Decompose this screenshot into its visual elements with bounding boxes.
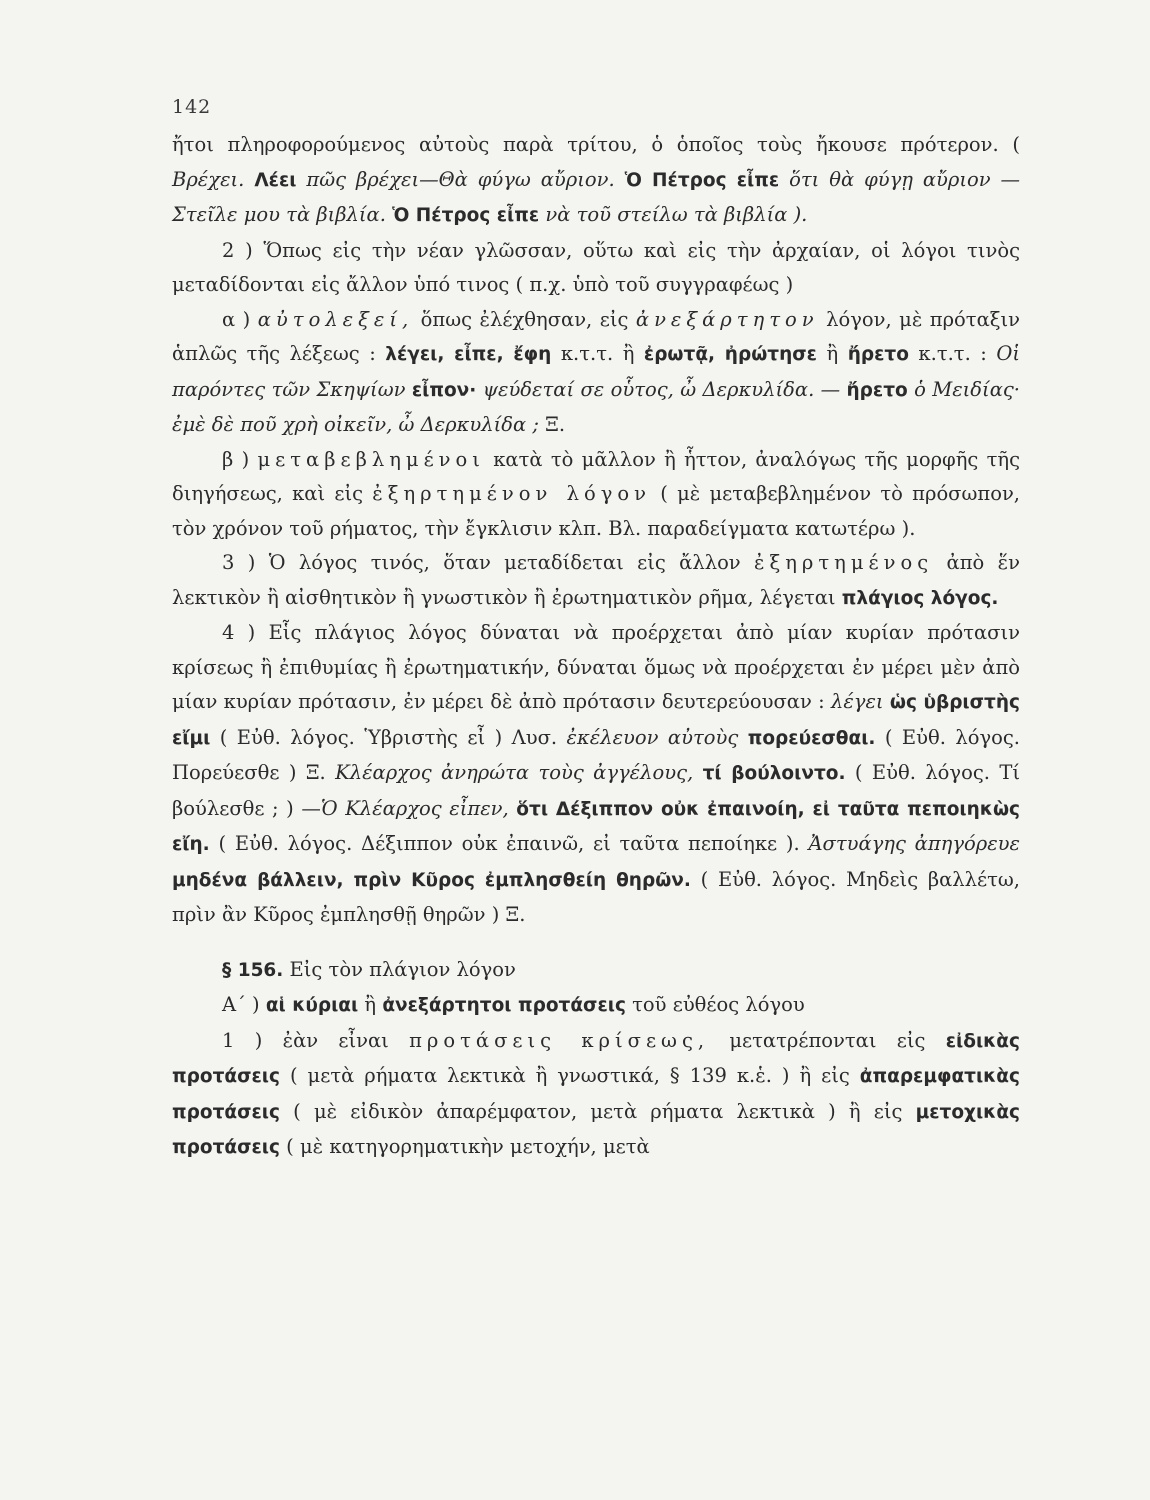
text-run: ἢ <box>816 342 848 365</box>
paragraph-4 <box>172 616 1020 933</box>
spaced-text: ἐξηρτημένος <box>754 551 934 574</box>
text-run: ἀπὸ ἕν λεκτικὸν ἢ αἰσθητικὸν ἢ γνωστικὸν ἢ ἐρωτηματικὸν ρῆμα, λέγεται <box>172 551 1020 609</box>
italic-text: Ἀστυάγης ἀπηγόρευε <box>808 832 1020 855</box>
bold-text: ἐρωτᾷ, ἠρώτησε <box>643 344 817 365</box>
text-run: κ.τ.τ. ἢ <box>551 342 644 365</box>
bold-text: ἀνεξάρτητοι προτάσεις <box>382 995 626 1016</box>
bold-text: ὡς ὑβριστὴς εἴμι <box>172 692 1020 749</box>
text-run: ὅπως ἐλέχθησαν, εἰς <box>413 307 636 331</box>
text-run: ἤτοι πληροφορούμενος αὐτοὺς παρὰ τρίτου, ὁ ὁποῖος τοὺς ἤκουσε πρότερον. ( <box>172 133 1020 156</box>
text-run: ( Εὐθ. λόγος. Τί βούλεσθε ; ) — <box>172 761 1020 820</box>
paragraph-2a <box>172 303 1020 443</box>
text-run <box>779 168 789 191</box>
text-run: ( μὲ μεταβεβλημένον τὸ πρόσωπον, τὸν χρόνον τοῦ ρήματος, τὴν ἔγκλισιν κλπ. Βλ. παραδείγματα κατωτέρω ). <box>172 482 1020 540</box>
spaced-text: ἐξηρτημένον λόγον <box>372 482 651 505</box>
bold-text: ἤρετο <box>847 344 909 365</box>
italic-text: ὁ Μειδίας· ἐμὲ δὲ ποῦ χρὴ οἰκεῖν, ὦ Δερκυλίδα ; <box>172 377 1020 436</box>
paragraph-continuation <box>172 128 1020 234</box>
text-run: 1 ) ἐὰν εἶναι <box>222 1028 410 1052</box>
spaced-italic-text: ἀνεξάρτητον <box>635 307 819 331</box>
bold-text: εἶπον· <box>411 379 477 401</box>
text-run <box>296 168 306 191</box>
italic-text: νὰ τοῦ στείλω τὰ βιβλία ). <box>545 203 808 226</box>
italic-text: Οἱ παρόντες τῶν Σκηψίων <box>172 342 1021 401</box>
text-run: 2 ) Ὅπως εἰς τὴν νέαν γλῶσσαν, οὕτω καὶ εἰς τὴν ἀρχαίαν, οἱ λόγοι τινὸς μεταδίδονται εἰς ἄλλον ὑπό τινος ( π.χ. ὑπὸ τοῦ συγγραφέως ) <box>172 238 1020 296</box>
text-run: ( μὲ εἰδικὸν ἀπαρέμφατον, μετὰ ρήματα λεκτικὰ ) ἢ εἰς <box>279 1099 916 1123</box>
bold-text: πλάγιος λόγος. <box>841 587 999 609</box>
text-run <box>244 168 254 191</box>
paragraph-2b <box>172 443 1020 547</box>
section-title: Εἰς τὸν πλάγιον λόγον <box>283 957 516 981</box>
paragraph-A1 <box>172 1024 1020 1166</box>
text-run <box>693 761 702 784</box>
text-run: β ) <box>222 447 258 471</box>
bold-text: ὅτι Δέξιππον οὐκ ἐπαινοίη, εἰ ταῦτα πεποιηκὼς εἴη. <box>172 798 1020 855</box>
text-run: κατὰ τὸ μᾶλλον ἢ ἧττον, ἀναλόγως τῆς μορφῆς τῆς διηγήσεως, καὶ εἰς <box>172 447 1021 505</box>
spaced-text: προτάσεις κρίσεως, <box>409 1028 710 1052</box>
text-run: κ.τ.τ. : <box>908 342 997 365</box>
bold-text: ἤρετο <box>846 379 908 401</box>
text-run: τοῦ εὐθέος λόγου <box>625 993 805 1016</box>
bold-text: τί βούλοιντο. <box>702 763 846 784</box>
text-run: Ξ. <box>538 413 566 436</box>
bold-text: λέγει, εἶπε, ἔφη <box>385 344 552 365</box>
italic-text: ἐκέλευον αὐτοὺς <box>566 725 739 749</box>
bold-text: Ὁ Πέτρος εἶπε <box>624 169 780 191</box>
page-body <box>172 128 1020 1166</box>
text-run: α ) <box>222 307 258 331</box>
text-run: λόγον, μὲ πρόταξιν ἁπλῶς τῆς λέξεως : <box>172 307 1020 365</box>
text-run: ( Εὐθ. λόγος. Δέξιππον οὐκ ἐπαινῶ, εἰ ταῦτα πεποίηκε ). <box>209 832 809 855</box>
page-number: 142 <box>172 96 212 118</box>
bold-text: μετοχικὰς προτάσεις <box>172 1101 1020 1158</box>
bold-text: εἰδικὰς προτάσεις <box>172 1030 1020 1087</box>
italic-text: Βρέχει. <box>172 167 245 191</box>
bold-text: πορεύεσθαι. <box>747 727 876 749</box>
italic-text: Κλέαρχος ἀνηρώτα τοὺς ἀγγέλους, <box>335 761 694 784</box>
italic-text: Ὁ Κλέαρχος εἶπεν, <box>320 796 509 820</box>
text-run: 3 ) Ὁ λόγος τινός, ὅταν μεταδίδεται εἰς ἄλλον <box>222 551 755 574</box>
paragraph-2 <box>172 234 1020 303</box>
bold-text: Ὁ Πέτρος εἶπε <box>392 205 540 226</box>
bold-text: αἱ κύριαι <box>265 995 359 1016</box>
section-heading <box>172 953 1020 989</box>
bold-text: Λέει <box>254 169 297 191</box>
text-run: Α΄ ) <box>222 993 266 1016</box>
italic-text: ὅτι θὰ φύγῃ αὔριον — Στεῖλε μου τὰ βιβλία. <box>172 167 1021 226</box>
bold-text: μηδένα βάλλειν, πρὶν Κῦρος ἐμπλησθείη θηρῶν. <box>172 869 691 891</box>
paragraph-3 <box>172 546 1020 616</box>
text-run: ( Εὐθ. λόγος. Πορεύεσθε ) Ξ. <box>172 725 1020 784</box>
text-run: ἢ <box>358 993 383 1016</box>
italic-text: πῶς βρέχει—Θὰ φύγω αὔριον. <box>306 167 615 191</box>
italic-text: ψεύδεταί σε οὗτος, ὦ Δερκυλίδα. — <box>482 377 841 401</box>
paragraph-A <box>172 988 1020 1024</box>
text-run: ( μὲ κατηγορηματικὴν μετοχήν, μετὰ <box>279 1135 650 1158</box>
text-run: ( μετὰ ρήματα λεκτικὰ ἢ γνωστικά, § 139 κ.ἑ. ) ἢ εἰς <box>279 1064 860 1087</box>
spaced-text: μεταβεβλημένοι <box>257 447 485 471</box>
text-run <box>738 726 747 749</box>
italic-text: λέγει <box>830 690 884 713</box>
text-run: ( Εὐθ. λόγος. Ὑβριστὴς εἶ ) Λυσ. <box>210 725 567 749</box>
spaced-italic-text: αὐτολεξεί, <box>257 307 414 331</box>
text-run: ( Εὐθ. λόγος. Μηδεὶς βαλλέτω, πρὶν ἂν Κῦρος ἐμπλησθῇ θηρῶν ) Ξ. <box>172 867 1020 926</box>
section-number: § 156. <box>222 959 284 981</box>
text-run <box>615 168 625 191</box>
bold-text: ἀπαρεμφατικὰς προτάσεις <box>172 1066 1020 1123</box>
text-run: μετατρέπονται εἰς <box>709 1028 946 1052</box>
text-run: 4 ) Εἷς πλάγιος λόγος δύναται νὰ προέρχεται ἀπὸ μίαν κυρίαν πρότασιν κρίσεως ἢ ἐπιθυμίας ἢ ἐρωτηματικήν, δύναται ὅμως νὰ προέρχεται ἐν μέρει μὲν ἀπὸ μίαν κυρίαν πρότασιν, ἐν μέρει δὲ ἀπὸ πρότασιν δευτερεύουσαν : <box>172 621 1020 713</box>
